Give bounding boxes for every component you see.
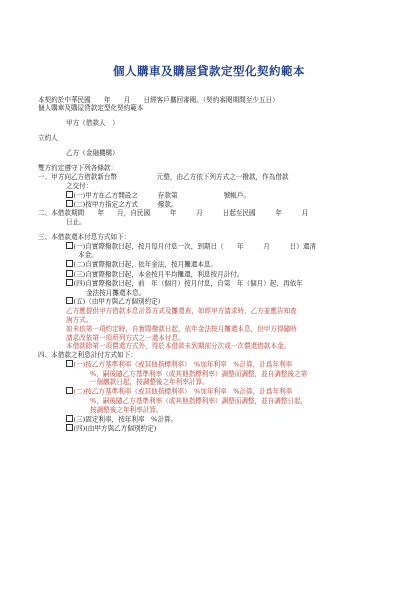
option-text: (四)(由甲方與乙方個別約定) (73, 424, 157, 433)
checkbox[interactable] (66, 415, 73, 422)
option-text: (三)固定利率，按年利率 %計算。 (73, 415, 178, 424)
checkbox[interactable] (66, 424, 73, 431)
checkbox[interactable] (66, 200, 73, 207)
agreement-statement: 雙方約定遵守下列各條款： (38, 163, 118, 172)
article-1-option-2 (38, 200, 380, 209)
checkbox[interactable] (66, 260, 73, 267)
checkbox[interactable] (66, 270, 73, 277)
article-4-option-4 (38, 424, 380, 433)
article-4-option-1-cont-2: 一個繳款日起，按調整後之年利率計算。 (90, 378, 209, 387)
checkbox[interactable] (66, 360, 73, 367)
article-2-line-1: 二、本借款期間 年 月，自民國 年 月 日起至民國 年 月 (38, 209, 309, 218)
checkbox[interactable] (66, 297, 73, 304)
document-title: 個人購車及購屋貸款定型化契約範本 (113, 64, 305, 78)
article-3-note-3: 本借款除第一項償還方式外，得於本借款未到期前分次或一次償還借款本金。 (66, 342, 291, 351)
article-3-option-2 (38, 260, 380, 269)
article-3-option-3 (38, 270, 380, 279)
checkbox[interactable] (66, 387, 73, 394)
article-2-line-2: 日止。 (66, 218, 86, 227)
article-3-note-1-cont: 詢方式。 (66, 315, 93, 324)
option-text: (五)（由甲方與乙方個別約定） (73, 297, 165, 306)
option-text: (一)甲方在乙方開設之 存款第 號帳戶。 (73, 191, 251, 200)
checkbox[interactable] (66, 242, 73, 249)
article-4-option-1-cont: %，嗣後隨乙方基準利率（或其他指標利率）調整而調整，並自調整後之第 (90, 369, 308, 378)
option-text: (二)按乙方基準利率（或其他指標利率） %加年利率 %計算，計爲年利率 (73, 387, 293, 396)
signatory-label: 立約人 (38, 134, 58, 143)
article-1-line-2: 之交付： (66, 181, 93, 190)
article-4-heading: 四、本借款之利息計付方式如下： (38, 351, 137, 360)
article-4-option-3 (38, 415, 380, 424)
article-3-option-4 (38, 279, 380, 288)
article-3-option-4-cont: 金法按月攤還本息。 (86, 288, 146, 297)
party-a: 甲方（借款人 ） (66, 119, 119, 128)
option-text: (二)按甲方指定之方式 撥款。 (73, 200, 178, 209)
option-text: (四)自實際撥款日起，前 年（個月）按月付息，自第 年（個月）起，再依年 (73, 279, 303, 288)
party-b: 乙方（金融機構） (66, 149, 119, 158)
checkbox[interactable] (66, 191, 73, 198)
option-text: (三)自實際撥款日起，本金按月平均攤還，利息按月計付。 (73, 270, 244, 279)
article-1-option-1 (38, 191, 380, 200)
article-3-note-1: 乙方應提供甲方借款本息計算方式及攤還表，如經甲方請求時，乙方並應告知查 (66, 306, 297, 315)
review-notice: 本契約於中華民國 年 月 日經客戶攜回審閱。（契約審閱期間至少五日） (38, 95, 279, 104)
checkbox[interactable] (66, 279, 73, 286)
article-3-option-5 (38, 297, 380, 306)
article-3-heading: 三、本借款還本付息方式如下： (38, 233, 131, 242)
article-4-option-2-cont-2: 按調整後之年利率計算。 (90, 405, 163, 414)
article-4-option-1 (38, 360, 380, 369)
option-text: (二)自實際撥款日起，依年金法，按月攤還本息。 (73, 260, 218, 269)
article-4-option-2 (38, 387, 380, 396)
contract-name: 個人購車及購屋貸款定型化契約範本 (38, 104, 144, 113)
option-text: (一)自實際撥款日起，按月每月付息一次，到期日（ 年 月 日）還清 (73, 242, 317, 251)
article-1-line-1: 一、甲方向乙方借款新台幣 元整，由乙方依下列方式之一撥款，作為借款 (38, 172, 289, 181)
article-3-option-1-cont: 本金。 (78, 251, 98, 260)
article-3-note-2: 如未依第一項約定時，自實際撥款日起，依年金法按月攤還本息，但甲方得隨時 (66, 324, 297, 333)
article-3-note-2-cont: 請求改依第一項所列方式之一還本付息。 (66, 333, 185, 342)
option-text: (一)按乙方基準利率（或其他指標利率） %加年利率 %計算，計爲年利率 (73, 360, 293, 369)
article-4-option-2-cont: %，嗣後隨乙方基準利率（或其他指標利率）調整而調整，並自調整日起， (90, 396, 308, 405)
